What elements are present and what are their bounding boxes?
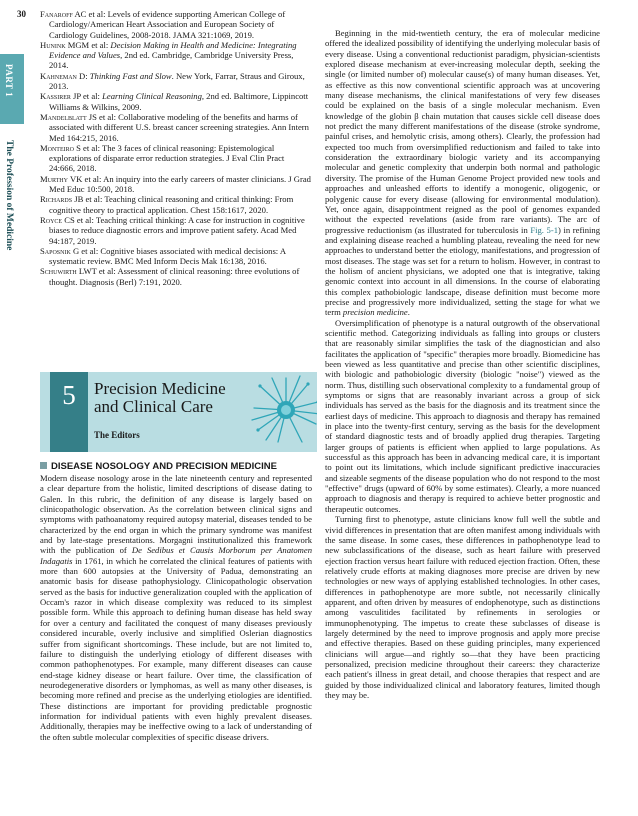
chapter-title: Precision Medicine and Clinical Care (94, 379, 226, 416)
body-paragraph: Modern disease nosology arose in the late nineteenth century and represented a clear departure from the holistic, limited descriptions of disease dating to Galen. In this rubric, the definition of any disease is largely based on clinicopathologic observation. As the correlation between clinical signs and symptoms with pathoanatomy required autopsy material, diseases tended to be characterized by the end organ in which the primary syndrome was manifest and by late-stage presentations. Morgagni institutionalized this framework with the publication of De Sedibus et Causis Morborum per Anatomen Indagatis in 1761, in which he correlated the clinical features of patients with more than 600 autopsies at the University of Padua, demonstrating an anatomic basis for disease pathophysiology. Clinicopathologic observation served as the basis for inductive generalization coupled with the application of Occam's razor in which disease complexity was reduced to its simplest possible form. While this approach to defining human disease has held sway for over a century and facilitated the conquest of many diseases previously considered incurable, overly inclusive and simplified Oslerian diagnostics suffer from significant shortcomings. These include, but are not limited to, failure to distinguish the underlying etiology of different diseases with common pathophenotypes. For example, many different diseases can cause end-stage kidney disease or heart failure. Over time, the classification of neurodegenerative disorders or lymphomas, as well as many other diseases, is becoming more refined and precise as the underlying etiologies are identified. These distinctions are important for providing predictable prognostic information for individual patients with even highly prevalent diseases. Additionally, therapies may be ineffective owing to a lack of understanding of the often subtle molecular complexities of specific disease drivers. (40, 473, 312, 742)
microbe-illustration-icon (250, 374, 317, 446)
reference-item: Hunink MGM et al: Decision Making in Health and Medicine: Integrating Evidence and Values, 2nd ed. Cambridge, Cambridge University Press, 2014. (40, 39, 297, 71)
page-number: 30 (17, 9, 26, 19)
body-paragraph: Beginning in the mid-twentieth century, the era of molecular medicine offered the idealized possibility of identifying the underlying molecular basis of every disease. Using a conventional reductionist paradigm, physician-scientists explored disease mechanism at ever-increasing molecular depth, seeking the single (or limited number of) molecular cause(s) of many human diseases. Yet, as effective as this now conventional scientific approach was at uncovering many disease mechanisms, the clinical manifestations of very few diseases could be explained on the basis of a single molecular mechanism. Even knowledge of the globin β chain mutation that causes sickle cell disease does not predict the many different manifestations of the disease (stroke syndrome, painful crises, and hemolytic crisis, among others). Clearly, the profession had expected too much from oversimplified reductionism and failed to take into consideration the extraordinary biologic variety and its accompanying molecular and genetic complexity that underpin both normal and pathologic diversity. The promise of the Human Genome Project provided new tools and approaches and unleashed efforts to identify a monogenic, oligogenic, or polygenic cause for every disease (allowing for environmental modulation). Yet, once again, disappointment reigned as the pool of genomes expanded without the expected revelations (aside from rare variants). The arc of progressive reductionism (as illustrated for tuberculosis in Fig. 5-1) in refining and explaining disease reached a humbling plateau, revealing the need for new approaches to understand better the etiology, manifestations, and progression of most diseases. The stage was set for a return to holism. However, in contrast to the holism of ancient physicians, we adopted one that is integrative, taking genomic context into account in all dimensions. In the course of elaborating this complex pathobiologic landscape, disease definition must become more precise and progressively more individualized, setting the stage for what we term precision medicine. (325, 28, 600, 318)
reference-item: Schuwirth LWT et al: Assessment of clinical reasoning: three evolutions of thought. Diagnosis (Berl) 7:191, 2020. (40, 266, 300, 287)
figure-reference-link[interactable]: Fig. 5-1 (530, 224, 559, 235)
body-paragraph: Turning first to phenotype, astute clinicians know full well the subtle and vivid differences in presentation that are often manifest among individuals with the same disease. In some cases, these differences in pathophenotype lead to new subclassifications of the disease, such as heart failure with preserved ejection fraction versus heart failure with reduced ejection fraction. Often, these relatively crude efforts at making diagnoses more precise are driven by new technologies or new ways of applying established technologies. In other cases, differences in pathophenotype are more subtle, not necessarily clinically apparent, and often driven by measures of endophenotype, such as distinctions among vasculitides facilitated by refinements in serologies or immunophenotyping. The impetus to create these subclasses of disease is largely determined by the need to improve prognosis and apply more precise and effective therapies. Based on these guiding principles, many experienced clinicians will argue—and rightly so—that they have been practicing personalized, precision medicine throughout their careers: they characterize each patient's illness in great detail, and choose therapies that respect and are guided by those individualized clinical and laboratory features, limited though they may be. (325, 514, 600, 700)
chapter-number-block (50, 372, 88, 452)
square-bullet-icon (40, 462, 47, 469)
chapter-number: 5 (62, 380, 76, 410)
right-column (325, 28, 600, 700)
section-running-head: The Profession of Medicine (4, 140, 14, 251)
reference-item: Kassirer JP et al: Learning Clinical Reasoning, 2nd ed. Baltimore, Lippincott Williams & Wilkins, 2009. (40, 91, 309, 112)
reference-list (40, 9, 312, 287)
reference-item: Royce CS et al: Teaching critical thinking: A case for instruction in cognitive biases to reduce diagnostic errors and improve patient safety. Acad Med 94:187, 2019. (40, 214, 305, 246)
reference-item: Monteiro S et al: The 3 faces of clinical reasoning: Epistemological explorations of disparate error reduction strategies. J Eval Clin Pract 24:666, 2018. (40, 142, 285, 174)
reference-item: Saposnik G et al: Cognitive biases associated with medical decisions: A systematic review. BMC Med Inform Decis Mak 16:138, 2016. (40, 245, 286, 267)
section-heading: DISEASE NOSOLOGY AND PRECISION MEDICINE (40, 461, 277, 472)
chapter-banner (40, 372, 317, 452)
body-paragraph: Oversimplification of phenotype is a natural outgrowth of the observational scientific method. Categorizing individuals as falling into groups or clusters that are reasonably similar simplifies the task of the diagnostician and also facilitates the application of "specific" therapies more broadly. Biomedicine has been viewed as less quantitative and precise than other scientific disciplines, with biologic and pathobiologic diversity (biologic "noise") viewed as the norm. Thus, distilling such observational complexity to a fundamental group of symptoms or signs that are reasonably invariant across a group of sick individuals has served as the basis for the diagnosis and its treatment since the earliest days of medicine. This approach to diagnosis and therapy has remained in place into the twenty-first century, serving as the basis for the development of standard diagnostic tests and of broadly applied drug therapies. Targeting larger groups of patients is efficient when applied to large populations. As successful as this approach has been in advancing medical care, it is important to point out its limitations, which include significant predictive inaccuracies and sizeable segments of the disease population who do not respond to the most "effective" drugs (upward of 60% by some estimates). Clearly, a more nuanced approach to diagnosis and therapy is required to achieve better prognostic and therapeutic outcomes. (325, 317, 600, 514)
reference-item: Kahneman D: Thinking Fast and Slow. New York, Farrar, Straus and Giroux, 2013. (40, 70, 305, 92)
part-label: PART 1 (4, 64, 14, 98)
chapter-author: The Editors (94, 430, 140, 440)
reference-item: Mandelblatt JS et al: Collaborative modeling of the benefits and harms of associated with different U.S. breast cancer screening strategies. Ann Intern Med 164:215, 2016. (40, 111, 309, 143)
reference-item: Fanaroff AC et al: Levels of evidence supporting American College of Cardiology/American Heart Association and European Society of Cardiology Guidelines, 2008-2018. JAMA 321:1069, 2019. (40, 9, 286, 40)
reference-item: Murthy VK et al: An inquiry into the early careers of master clinicians. J Grad Med Educ 10:500, 2018. (40, 173, 311, 195)
reference-item: Richards JB et al: Teaching clinical reasoning and critical thinking: From cognitive theory to practical application. Chest 158:1617, 2020. (40, 194, 294, 215)
